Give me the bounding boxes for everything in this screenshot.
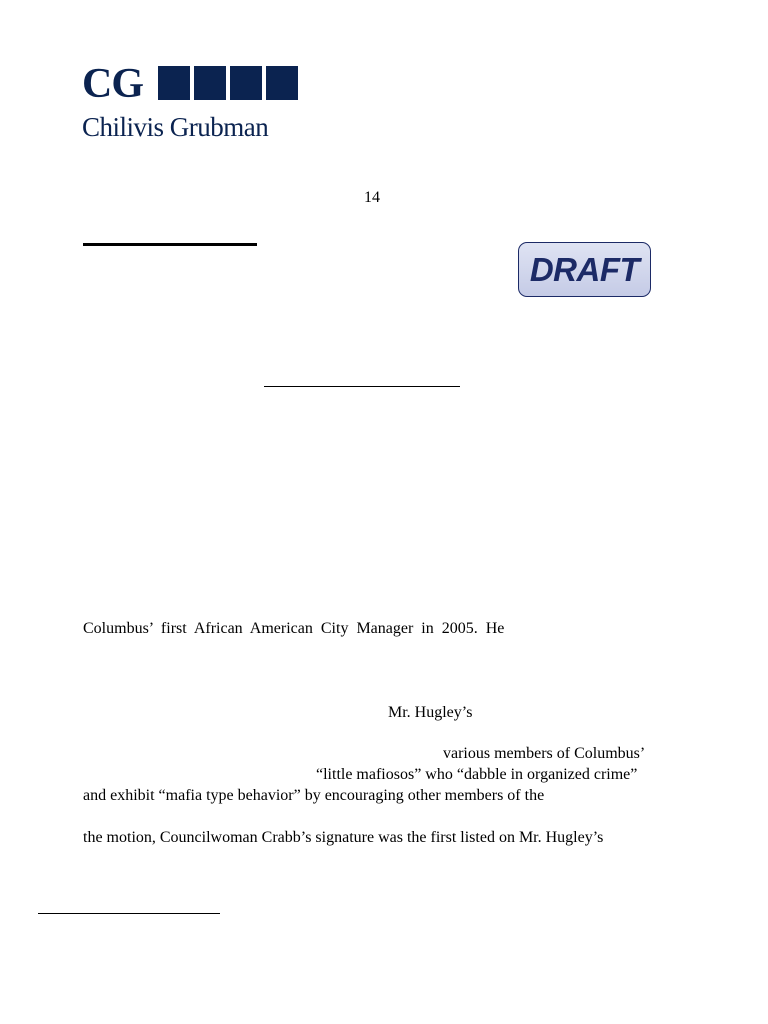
body-line: and exhibit “mafia type behavior” by encouraging other members of the [83, 787, 545, 804]
heading-underline [264, 386, 460, 387]
page-number: 14 [364, 189, 380, 206]
logo-squares [158, 66, 298, 100]
footnote-separator [38, 913, 220, 914]
body-line: Columbus’ first African American City Manager in 2005. He [83, 620, 505, 637]
logo-square [194, 66, 226, 100]
section-rule [83, 243, 257, 246]
body-line: the motion, Councilwoman Crabb’s signature was the first listed on Mr. Hugley’s [83, 829, 604, 846]
logo-square [266, 66, 298, 100]
body-line: various members of Columbus’ [443, 745, 646, 762]
logo-letters: CG [82, 61, 143, 107]
draft-stamp: DRAFT [518, 242, 651, 297]
body-line: Mr. Hugley’s [388, 704, 473, 721]
firm-name: Chilivis Grubman [82, 112, 269, 142]
logo-square [158, 66, 190, 100]
body-line: “little mafiosos” who “dabble in organized crime” [316, 766, 638, 783]
logo-square [230, 66, 262, 100]
